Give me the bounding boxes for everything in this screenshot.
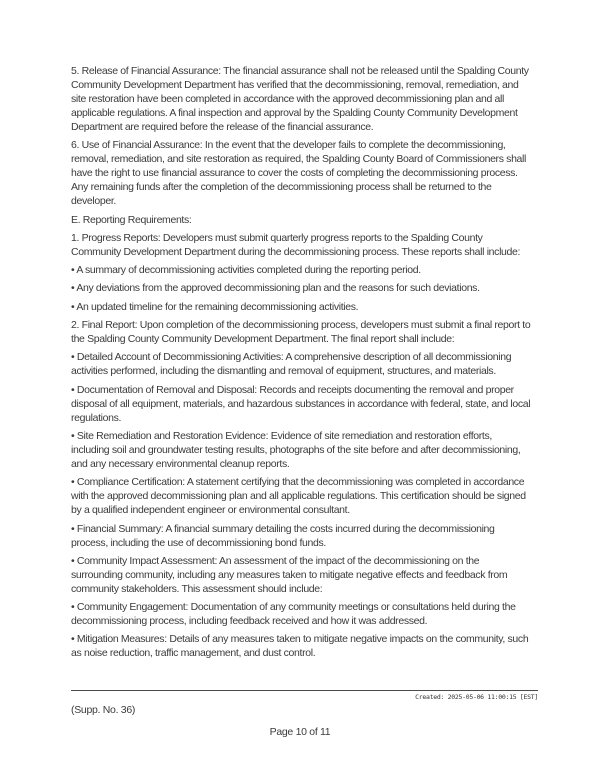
bullet-documentation-removal-disposal: • Documentation of Removal and Disposal: Records and receipts documenting the removal and proper disposal of all equipment, materials, and hazardous substances in accordance with federal, state, and local regulations. xyxy=(71,383,531,424)
bullet-deviations: • Any deviations from the approved decommissioning plan and the reasons for such deviations. xyxy=(71,282,480,295)
page-number: Page 10 of 11 xyxy=(269,726,331,738)
bullet-mitigation-measures: • Mitigation Measures: Details of any measures taken to mitigate negative impacts on the community, such as noise reduction, traffic management, and dust control. xyxy=(71,633,529,660)
created-timestamp: Created: 2025-05-06 11:00:15 [EST] xyxy=(415,693,538,701)
bullet-compliance-certification: • Compliance Certification: A statement certifying that the decommissioning was completed in accordance with the approved decommissioning plan and all applicable regulations. This certification should be signed by a qualified independent engineer or environmental consultant. xyxy=(71,476,526,517)
bullet-site-remediation-evidence: • Site Remediation and Restoration Evidence: Evidence of site remediation and restoration efforts, including soil and groundwater testing results, photographs of the site before and after decommissioning, and any necessary environmental cleanup reports. xyxy=(71,429,521,470)
supplement-note: (Supp. No. 36) xyxy=(71,704,136,716)
heading-reporting-requirements: E. Reporting Requirements: xyxy=(71,213,192,226)
paragraph-progress-reports: 1. Progress Reports: Developers must submit quarterly progress reports to the Spalding County Community Development Department during the decommissioning process. These reports shall include: xyxy=(71,231,521,258)
document-body xyxy=(71,64,532,665)
paragraph-use-of-financial-assurance: 6. Use of Financial Assurance: In the event that the developer fails to complete the decommissioning, removal, remediation, and site restoration as required, the Spalding County Board of Commissioners shall have the right to use financial assurance to cover the costs of completing the decommissioning process. Any remaining funds after the completion of the decommissioning process shall be returned to the developer. xyxy=(71,139,527,208)
bullet-summary-of-activities: • A summary of decommissioning activities completed during the reporting period. xyxy=(71,264,421,277)
footer-divider xyxy=(71,690,538,691)
paragraph-final-report: 2. Final Report: Upon completion of the decommissioning process, developers must submit a final report to the Spalding County Community Development Department. The final report shall include: xyxy=(71,319,531,346)
bullet-financial-summary: • Financial Summary: A financial summary detailing the costs incurred during the decommissioning process, including the use of decommissioning bond funds. xyxy=(71,522,495,549)
paragraph-release-of-financial-assurance: 5. Release of Financial Assurance: The financial assurance shall not be released until the Spalding County Community Development Department has verified that the decommissioning, removal, remediation, and site restoration have been completed in accordance with the approved decommissioning plan and all applicable regulations. A final inspection and approval by the Spalding County Community Development Department are required before the release of the financial assurance. xyxy=(71,65,529,133)
bullet-community-engagement: • Community Engagement: Documentation of any community meetings or consultations held during the decommissioning process, including feedback received and how it was addressed. xyxy=(71,601,516,628)
bullet-detailed-account: • Detailed Account of Decommissioning Activities: A comprehensive description of all decommissioning activities performed, including the dismantling and removal of equipment, structures, and materials. xyxy=(71,351,512,378)
bullet-community-impact-assessment: • Community Impact Assessment: An assessment of the impact of the decommissioning on the surrounding community, including any measures taken to mitigate negative effects and feedback from community stakeholders. This assessment should include: xyxy=(71,554,508,595)
bullet-updated-timeline: • An updated timeline for the remaining decommissioning activities. xyxy=(71,300,359,313)
